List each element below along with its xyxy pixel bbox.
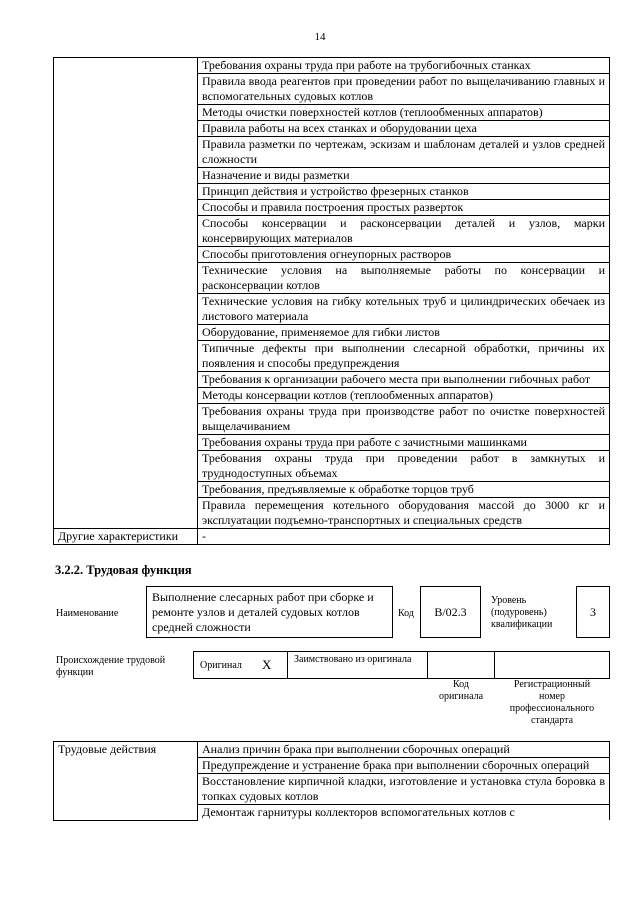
knowledge-table [53, 57, 610, 545]
function-code-value: В/02.3 [434, 605, 467, 619]
knowledge-item: Правила работы на всех станках и оборудовании цеха [198, 121, 610, 137]
code-label: Код [398, 608, 414, 619]
knowledge-item: Требования к организации рабочего места при выполнении гибочных работ [198, 372, 610, 388]
knowledge-item: Назначение и виды разметки [198, 168, 610, 184]
knowledge-item: Типичные дефекты при выполнении слесарной обработки, причины их появления и способы предупреждения [198, 341, 610, 372]
labor-actions-table [53, 741, 610, 821]
knowledge-item: Принцип действия и устройство фрезерных станков [198, 184, 610, 200]
knowledge-item: Способы и правила построения простых разверток [198, 200, 610, 216]
function-name-value: Выполнение слесарных работ при сборке и ремонте узлов и деталей судовых котлов средней сложности [152, 590, 374, 634]
level-label: Уровень (подуровень) квалификации [491, 595, 553, 630]
function-code-box [420, 586, 481, 638]
labor-action-item: Восстановление кирпичной кладки, изготовление и установка стула боровка в топках судовых котлов [198, 774, 610, 805]
knowledge-table-body [54, 58, 610, 545]
other-characteristics-label: Другие характеристики [54, 529, 198, 545]
knowledge-item: Способы консервации и расконсервации деталей и узлов, марки консервирующих материалов [198, 216, 610, 247]
name-label: Наименование [56, 608, 119, 619]
labor-action-row [54, 742, 610, 758]
knowledge-item: Правила перемещения котельного оборудования массой до 3000 кг и эксплуатации подъемно-транспортных и специальных средств [198, 498, 610, 529]
origin-code-box [427, 651, 495, 679]
borrowed-label: Заимствовано из оригинала [294, 654, 412, 665]
knowledge-item: Правила разметки по чертежам, эскизам и шаблонам деталей и узлов средней сложности [198, 137, 610, 168]
knowledge-item: Требования охраны труда при работе на трубогибочных станках [198, 58, 610, 74]
original-box [193, 651, 288, 679]
labor-action-item: Демонтаж гарнитуры коллекторов вспомогательных котлов с [198, 805, 610, 821]
original-mark: X [262, 657, 272, 672]
knowledge-item: Технические условия на выполняемые работы по консервации и расконсервации котлов [198, 263, 610, 294]
knowledge-label-cell [54, 58, 198, 529]
level-box [576, 586, 610, 638]
origin-label: Происхождение трудовой функции [56, 655, 166, 678]
labor-actions-label: Трудовые действия [54, 742, 198, 821]
origin-reg-box [494, 651, 610, 679]
knowledge-item: Требования охраны труда при производстве работ по очистке поверхностей выщелачиванием [198, 404, 610, 435]
section-title: 3.2.2. Трудовая функция [55, 563, 192, 577]
labor-actions-body [54, 742, 610, 821]
knowledge-item: Требования охраны труда при работе с зачистными машинками [198, 435, 610, 451]
knowledge-row [54, 58, 610, 74]
knowledge-item: Методы очистки поверхностей котлов (теплообменных аппаратов) [198, 105, 610, 121]
knowledge-item: Оборудование, применяемое для гибки листов [198, 325, 610, 341]
origin-code-caption: Код оригинала [438, 679, 484, 702]
function-name-box [146, 586, 393, 638]
level-value: 3 [590, 605, 596, 619]
knowledge-item: Методы консервации котлов (теплообменных аппаратов) [198, 388, 610, 404]
other-characteristics-value: - [198, 529, 610, 545]
labor-action-item: Анализ причин брака при выполнении сборочных операций [198, 742, 610, 758]
borrowed-box [287, 651, 428, 679]
knowledge-item: Правила ввода реагентов при проведении работ по выщелачиванию главных и вспомогательных судовых котлов [198, 74, 610, 105]
original-label: Оригинал [200, 660, 242, 671]
page-number: 14 [314, 31, 326, 43]
knowledge-item: Требования, предъявляемые к обработке торцов труб [198, 482, 610, 498]
knowledge-item: Требования охраны труда при проведении работ в замкнутых и труднодоступных объемах [198, 451, 610, 482]
other-characteristics-row [54, 529, 610, 545]
origin-reg-caption: Регистрационный номер профессионального стандарта [509, 679, 595, 726]
knowledge-item: Технические условия на гибку котельных труб и цилиндрических обечаек из листового материала [198, 294, 610, 325]
labor-action-item: Предупреждение и устранение брака при выполнении сборочных операций [198, 758, 610, 774]
knowledge-item: Способы приготовления огнеупорных растворов [198, 247, 610, 263]
